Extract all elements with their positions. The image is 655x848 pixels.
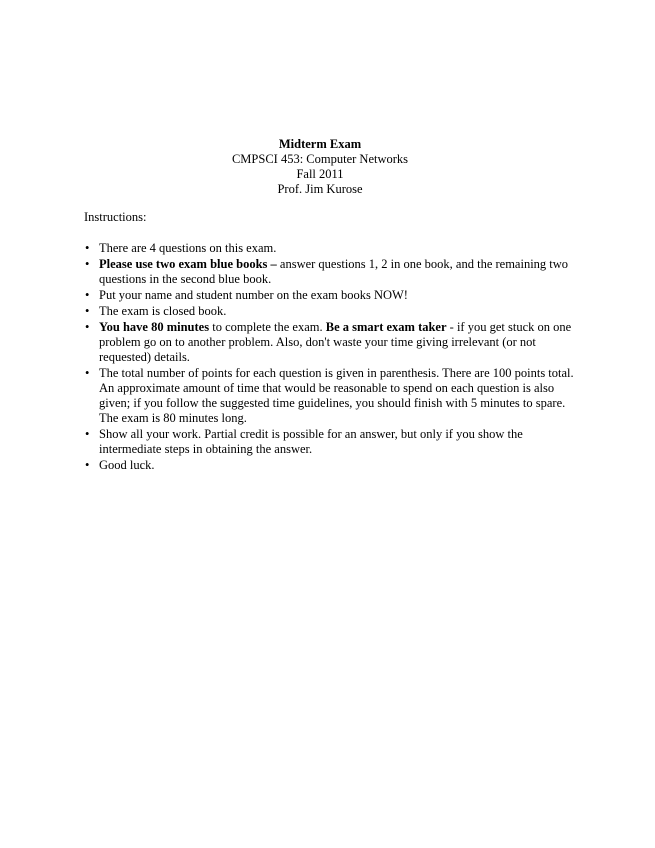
instruction-bold-text: You have 80 minutes — [99, 320, 210, 334]
instructions-list — [84, 241, 574, 474]
instruction-item-good-luck — [84, 458, 574, 473]
exam-title: Midterm Exam — [278, 137, 362, 151]
instruction-text: Show all your work. Partial credit is possible for an answer, but only if you show the intermediate steps in obtaining the answer. — [99, 427, 523, 456]
instruction-item-name — [84, 288, 574, 303]
exam-header — [0, 137, 640, 197]
instruction-text: to complete the exam. — [209, 320, 326, 334]
instruction-text: There are 4 questions on this exam. — [99, 241, 277, 255]
bullet-icon: • — [85, 366, 90, 380]
bullet-icon: • — [85, 320, 90, 334]
instructions-heading: Instructions: — [84, 210, 147, 224]
instruction-bold-text: Please use two exam blue books – — [99, 257, 280, 271]
instruction-item-points — [84, 366, 574, 426]
instruction-text: answer questions 1, 2 in one book, and the remaining two questions in the second blue book. — [99, 257, 569, 286]
instruction-item-closed-book — [84, 304, 574, 319]
bullet-icon: • — [85, 427, 90, 441]
bullet-icon: • — [85, 257, 90, 271]
instruction-item-questions-count — [84, 241, 574, 256]
bullet-icon: • — [85, 288, 90, 302]
instruction-item-blue-books — [84, 257, 574, 287]
instruction-text: The total number of points for each question is given in parenthesis. There are 100 points total. An approximate amount of time that would be reasonable to spend on each question is also given; if you follow the suggested time guidelines, you should finish with 5 minutes to spare. The exam is 80 minutes long. — [99, 366, 574, 425]
instructor-name: Prof. Jim Kurose — [277, 182, 363, 196]
course-name: CMPSCI 453: Computer Networks — [231, 152, 409, 166]
instruction-item-time-limit — [84, 320, 574, 365]
instruction-text: Put your name and student number on the exam books NOW! — [99, 288, 408, 302]
instruction-text: - if you get stuck on one problem go on to another problem. Also, don't waste your time giving irrelevant (or not requested) details. — [99, 320, 572, 364]
exam-term: Fall 2011 — [296, 167, 344, 181]
instruction-item-show-work — [84, 427, 574, 457]
bullet-icon: • — [85, 458, 90, 472]
instruction-text: The exam is closed book. — [99, 304, 227, 318]
bullet-icon: • — [85, 241, 90, 255]
instruction-bold-text: Be a smart exam taker — [325, 320, 447, 334]
instruction-text: Good luck. — [99, 458, 155, 472]
bullet-icon: • — [85, 304, 90, 318]
